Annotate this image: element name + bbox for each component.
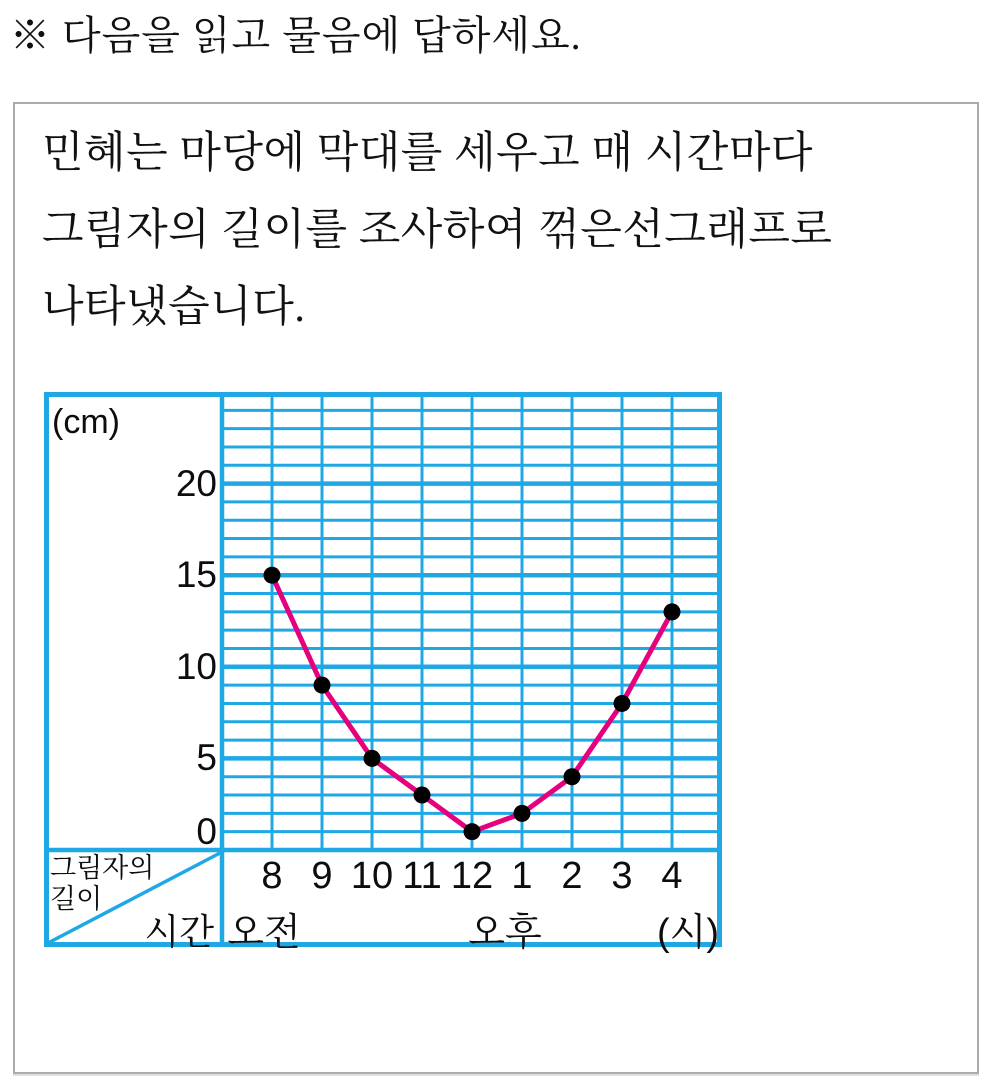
y-tick-0: 0: [196, 811, 217, 852]
data-point: [664, 603, 681, 620]
data-point: [414, 787, 431, 804]
data-point: [564, 768, 581, 785]
y-tick-10: 10: [175, 646, 217, 687]
data-point: [614, 695, 631, 712]
x-tick-11: 11: [402, 855, 442, 897]
x-axis-unit-label: (시): [656, 912, 720, 954]
y-axis-unit-label: (cm): [52, 403, 120, 441]
x-tick-10: 10: [350, 855, 394, 897]
instruction-text: ※ 다음을 읽고 물음에 답하세요.: [10, 13, 582, 58]
x-tick-4: 4: [661, 855, 683, 897]
y-tick-20: 20: [175, 463, 217, 504]
period-am-label: 오전: [227, 912, 301, 954]
passage-line: 나타냈습니다.: [42, 284, 306, 331]
corner-row-label-line1: 그림자의: [50, 853, 155, 883]
x-tick-12: 12: [450, 855, 494, 897]
corner-row-label: [50, 853, 154, 915]
data-point: [364, 750, 381, 767]
data-point: [264, 567, 281, 584]
corner-col-label: 시간: [144, 911, 214, 952]
y-tick-5: 5: [196, 737, 217, 778]
corner-row-label-line2: 길이: [50, 884, 103, 914]
passage-line: 그림자의 길이를 조사하여 꺾은선그래프로: [42, 207, 833, 254]
x-tick-1: 1: [511, 855, 533, 897]
data-point: [464, 823, 481, 840]
x-tick-8: 8: [261, 855, 283, 897]
x-tick-2: 2: [561, 855, 583, 897]
passage-line: 민혜는 마당에 막대를 세우고 매 시간마다: [42, 130, 813, 177]
x-tick-9: 9: [311, 855, 333, 897]
period-pm-label: 오후: [468, 912, 542, 954]
x-tick-3: 3: [611, 855, 633, 897]
y-tick-15: 15: [175, 554, 217, 595]
data-point: [514, 805, 531, 822]
data-point: [314, 677, 331, 694]
